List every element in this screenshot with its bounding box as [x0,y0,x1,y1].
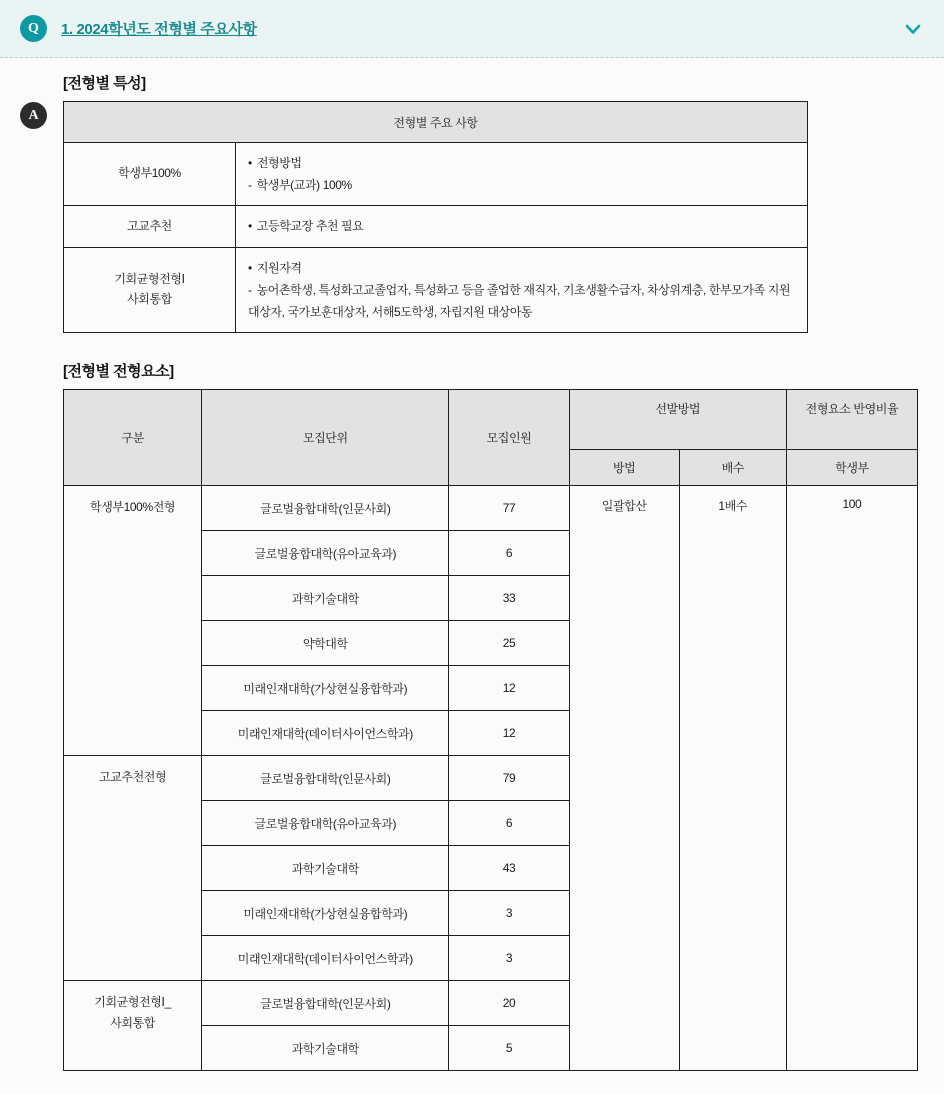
cell-unit: 미래인재대학(가상현실융합학과) [202,891,449,936]
row-body [236,143,808,206]
list-item: • 지원자격 [248,257,797,279]
features-table [63,101,808,333]
row-body [236,247,808,333]
list-item: - 농어촌학생, 특성화고교졸업자, 특성화고 등을 졸업한 재직자, 기초생활수급자, 차상위계층, 한부모가족 지원대상자, 국가보훈대상자, 서해5도학생, 자립지원 대상아동 [248,279,797,323]
cell-unit: 글로벌융합대학(인문사회) [202,486,449,531]
cell-quota: 3 [449,936,569,981]
column-header-quota: 모집인원 [449,390,569,486]
cell-quota: 3 [449,891,569,936]
cell-ratio: 100 [786,486,917,1071]
cell-method: 일괄합산 [569,486,679,1071]
list-item: - 학생부(교과) 100% [248,174,797,196]
column-header-ratio: 전형요소 반영비율 [786,390,917,450]
row-label [64,247,236,333]
table-row [64,486,918,531]
elements-table [63,389,918,1071]
column-header-selection: 선발방법 [569,390,786,450]
cell-unit: 과학기술대학 [202,576,449,621]
row-label-line1: 기회균형전형Ⅰ [114,272,185,287]
cell-quota: 25 [449,621,569,666]
question-title-link[interactable]: 1. 2024학년도 전형별 주요사항 [61,21,257,38]
table-header-row [64,102,808,143]
row-label: 고교추천 [64,206,236,247]
table-header-row-top [64,390,918,450]
cell-unit: 과학기술대학 [202,1026,449,1071]
answer-content [63,58,944,1071]
cell-multiple: 1배수 [679,486,786,1071]
cell-unit: 글로벌융합대학(유아교육과) [202,801,449,846]
column-header-method: 방법 [569,450,679,486]
cell-unit: 글로벌융합대학(인문사회) [202,756,449,801]
group-label [64,981,202,1071]
cell-quota: 43 [449,846,569,891]
cell-unit: 과학기술대학 [202,846,449,891]
cell-quota: 6 [449,801,569,846]
cell-quota: 6 [449,531,569,576]
cell-quota: 20 [449,981,569,1026]
cell-quota: 77 [449,486,569,531]
row-label-line2: 사회통합 [127,291,172,306]
list-item: • 고등학교장 추천 필요 [248,215,797,237]
cell-unit: 약학대학 [202,621,449,666]
column-header-division: 구분 [64,390,202,486]
cell-quota: 12 [449,666,569,711]
column-header-schoolrecord: 학생부 [786,450,917,486]
question-badge: Q [20,15,47,42]
table-row [64,206,808,247]
cell-quota: 79 [449,756,569,801]
cell-unit: 글로벌융합대학(인문사회) [202,981,449,1026]
table-row [64,143,808,206]
features-table-header: 전형별 주요 사항 [64,102,808,143]
column-header-multiple: 배수 [679,450,786,486]
group-label: 학생부100%전형 [64,486,202,756]
row-label: 학생부100% [64,143,236,206]
section-title-elements: [전형별 전형요소] [63,363,174,381]
column-header-unit: 모집단위 [202,390,449,486]
answer-badge: A [20,102,47,129]
group-label: 고교추천전형 [64,756,202,981]
cell-quota: 5 [449,1026,569,1071]
cell-quota: 33 [449,576,569,621]
row-body [236,206,808,247]
question-accordion-header[interactable] [0,0,944,58]
table-row [64,247,808,333]
cell-unit: 미래인재대학(데이터사이언스학과) [202,711,449,756]
cell-quota: 12 [449,711,569,756]
cell-unit: 글로벌융합대학(유아교육과) [202,531,449,576]
chevron-down-icon[interactable] [902,18,924,40]
group-label-line2: 사회통합 [110,1015,155,1030]
group-label-line1: 기회균형전형Ⅰ_ [94,995,171,1010]
answer-body [0,58,944,1071]
cell-unit: 미래인재대학(데이터사이언스학과) [202,936,449,981]
list-item: • 전형방법 [248,152,797,174]
cell-unit: 미래인재대학(가상현실융합학과) [202,666,449,711]
section-title-features: [전형별 특성] [63,75,146,92]
